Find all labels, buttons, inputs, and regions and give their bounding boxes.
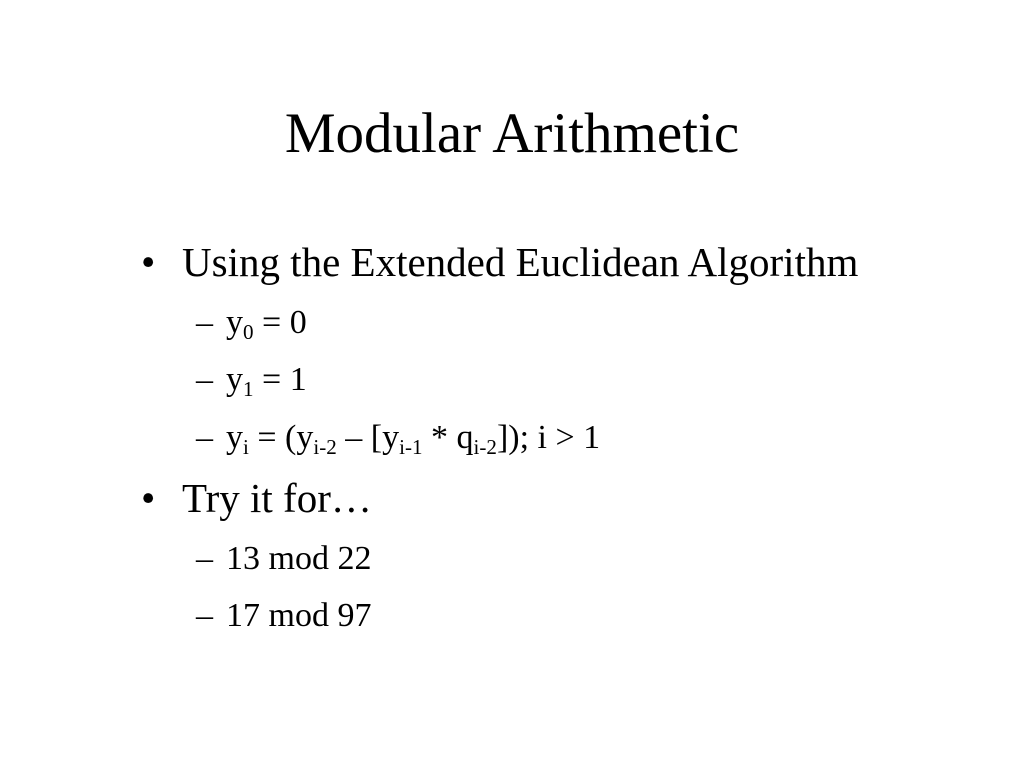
dash-marker: – xyxy=(196,597,213,634)
bullet-marker: • xyxy=(141,475,156,521)
bullet-marker: • xyxy=(141,239,156,285)
formula-subscript-im2: i-2 xyxy=(313,434,337,459)
formula-part: * q xyxy=(422,419,474,456)
sub-bullet-text: 13 mod 22 xyxy=(226,540,372,577)
dash-marker: – xyxy=(196,304,213,341)
bullet-item xyxy=(141,238,858,286)
sub-bullet-item xyxy=(196,302,307,344)
formula-y: y xyxy=(226,419,243,456)
sub-bullet-item xyxy=(196,417,600,459)
dash-marker: – xyxy=(196,361,213,398)
formula-subscript-im2: i-2 xyxy=(473,434,497,459)
formula-rest: = 1 xyxy=(253,361,307,398)
formula-subscript: 0 xyxy=(243,319,254,344)
bullet-text: Using the Extended Euclidean Algorithm xyxy=(182,239,859,285)
formula-var: y xyxy=(226,304,243,341)
slide-title: Modular Arithmetic xyxy=(284,102,740,165)
sub-bullet-item xyxy=(196,595,371,637)
bullet-item xyxy=(141,474,372,522)
formula-subscript-im1: i-1 xyxy=(399,434,423,459)
formula-tail: ]); i > 1 xyxy=(496,419,601,456)
formula-rest: = 0 xyxy=(253,304,307,341)
formula-part: – [y xyxy=(336,419,400,456)
dash-marker: – xyxy=(196,419,213,456)
sub-bullet-item xyxy=(196,359,307,401)
dash-marker: – xyxy=(196,540,213,577)
formula-part: = (y xyxy=(248,419,314,456)
bullet-text: Try it for… xyxy=(182,475,372,521)
formula-subscript-i: i xyxy=(243,434,249,459)
sub-bullet-text: 17 mod 97 xyxy=(226,597,372,634)
sub-bullet-item xyxy=(196,538,371,580)
formula-var: y xyxy=(226,361,243,398)
formula-subscript: 1 xyxy=(243,376,254,401)
